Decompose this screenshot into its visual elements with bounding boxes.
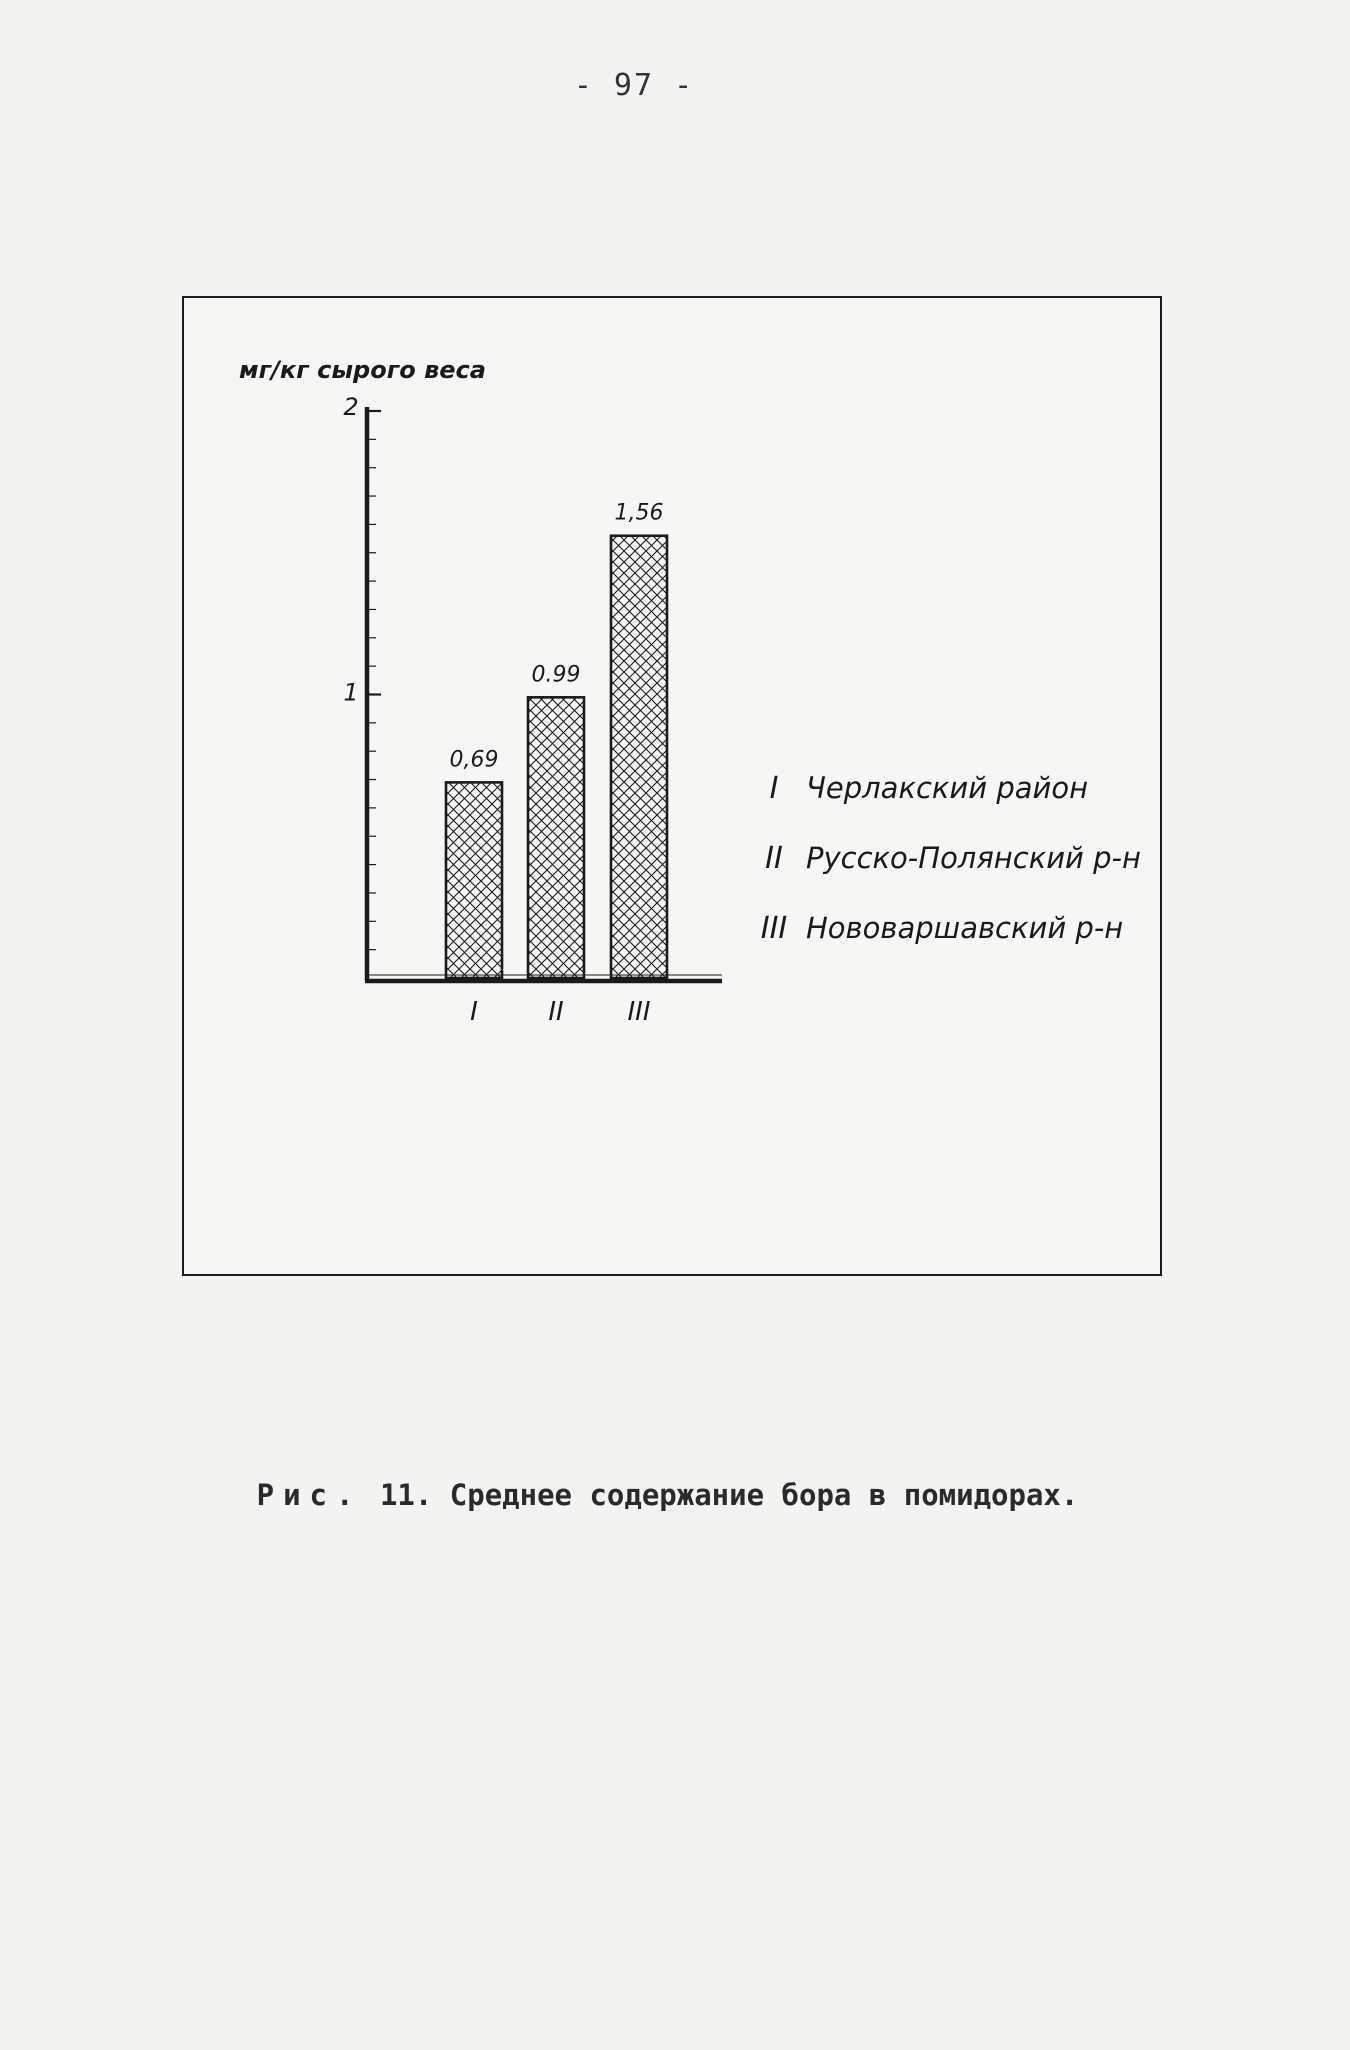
x-tick-label-III: III <box>627 997 651 1027</box>
y-tick-label-2: 2 <box>343 393 359 421</box>
figure-caption <box>0 1478 1335 1512</box>
y-axis-label: мг/кг сырого веса <box>239 356 486 384</box>
legend-entry-III: Нововаршавский р-н <box>806 911 1124 945</box>
page-number: - 97 - <box>573 68 695 103</box>
bar-value-label-II: 0.99 <box>531 662 581 688</box>
bar-value-label-I: 0,69 <box>449 747 499 773</box>
x-tick-label-II: II <box>548 997 564 1027</box>
bar-value-label-III: 1,56 <box>614 500 664 526</box>
y-tick-label-1: 1 <box>343 678 359 707</box>
legend-entry-I: Черлакский район <box>806 771 1089 805</box>
caption-prefix: Рис. <box>256 1478 363 1512</box>
bar-chart <box>184 298 1159 1273</box>
legend-entry-II: Русско-Полянский р-н <box>806 841 1141 875</box>
bar-I <box>446 782 502 978</box>
x-tick-label-I: I <box>470 997 478 1027</box>
figure-frame <box>182 296 1162 1276</box>
legend-numeral-II: II <box>765 841 783 876</box>
caption-text: 11. Среднее содержание бора в помидорах. <box>379 1478 1079 1512</box>
legend-numeral-I: I <box>769 771 779 806</box>
bar-II <box>528 697 584 978</box>
legend-numeral-III: III <box>760 911 788 946</box>
bar-III <box>611 536 667 978</box>
